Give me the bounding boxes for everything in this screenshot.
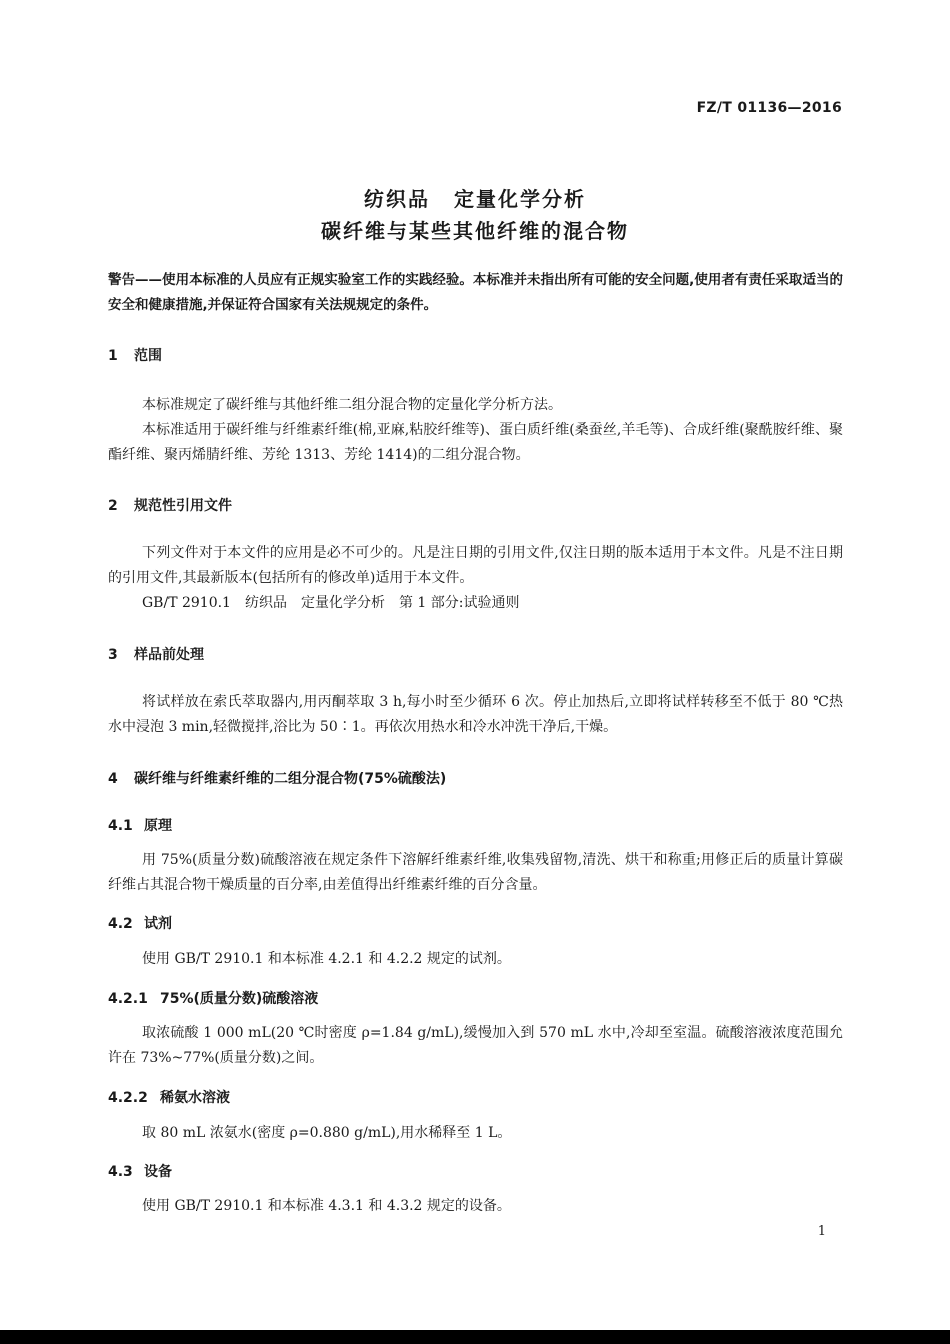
section-title: 原理: [144, 818, 172, 834]
section-4-2-1-heading: [108, 988, 318, 1008]
bottom-border-bar: [0, 1330, 950, 1344]
section-number: 2: [108, 498, 118, 514]
section-4-2-paragraph: 使用 GB/T 2910.1 和本标准 4.2.1 和 4.2.2 规定的试剂。: [142, 951, 511, 967]
warning-paragraph: 警告——使用本标准的人员应有正规实验室工作的实践经验。本标准并未指出所有可能的安全问题,使用者有责任采取适当的安全和健康措施,并保证符合国家有关法规规定的条件。: [108, 272, 843, 313]
section-1-paragraph-1: 本标准规定了碳纤维与其他纤维二组分混合物的定量化学分析方法。: [142, 397, 562, 413]
section-number: 3: [108, 647, 118, 663]
section-4-3-heading: [108, 1161, 172, 1181]
section-number: 4.2.2: [108, 1090, 148, 1106]
section-1-paragraph-2: 本标准适用于碳纤维与纤维素纤维(棉,亚麻,粘胶纤维等)、蛋白质纤维(桑蚕丝,羊毛等)、合成纤维(聚酰胺纤维、聚酯纤维、聚丙烯腈纤维、芳纶 1313、芳纶 1414)的二组分混合物。: [108, 422, 843, 463]
section-title: 试剂: [144, 916, 172, 932]
section-4-3-paragraph: 使用 GB/T 2910.1 和本标准 4.3.1 和 4.3.2 规定的设备。: [142, 1198, 511, 1214]
section-title: 稀氨水溶液: [160, 1090, 230, 1106]
section-title: 设备: [144, 1164, 172, 1180]
document-title-line1: [0, 183, 950, 212]
section-2-heading: [108, 495, 232, 515]
section-3-heading: [108, 644, 204, 664]
section-number: 4.1: [108, 818, 133, 834]
standard-code: FZ/T 01136—2016: [696, 100, 842, 116]
section-title: 碳纤维与纤维素纤维的二组分混合物(75%硫酸法): [134, 771, 447, 787]
page-number: 1: [817, 1224, 826, 1239]
section-4-heading: [108, 768, 446, 788]
title-part-textiles: 纺织品: [364, 187, 430, 211]
section-2-reference: GB/T 2910.1 纺织品 定量化学分析 第 1 部分:试验通则: [142, 595, 520, 611]
section-4-2-1-paragraph: 取浓硫酸 1 000 mL(20 ℃时密度 ρ=1.84 g/mL),缓慢加入到 570 mL 水中,冷却至室温。硫酸溶液浓度范围允许在 73%~77%(质量分数)之间。: [108, 1025, 843, 1066]
section-title: 范围: [134, 348, 162, 364]
section-4-1-heading: [108, 815, 172, 835]
section-4-1-paragraph: 用 75%(质量分数)硫酸溶液在规定条件下溶解纤维素纤维,收集残留物,清洗、烘干和称重;用修正后的质量计算碳纤维占其混合物干燥质量的百分率,由差值得出纤维素纤维的百分含量。: [108, 852, 843, 893]
section-title: 75%(质量分数)硫酸溶液: [160, 991, 319, 1007]
section-title: 样品前处理: [134, 647, 204, 663]
title-part-quantitative-analysis: 定量化学分析: [454, 187, 586, 211]
section-number: 4.2: [108, 916, 133, 932]
section-number: 1: [108, 348, 118, 364]
section-4-2-2-heading: [108, 1087, 230, 1107]
section-number: 4.2.1: [108, 991, 148, 1007]
section-4-2-heading: [108, 913, 172, 933]
section-2-paragraph-1: 下列文件对于本文件的应用是必不可少的。凡是注日期的引用文件,仅注日期的版本适用于本文件。凡是不注日期的引用文件,其最新版本(包括所有的修改单)适用于本文件。: [108, 545, 843, 586]
section-title: 规范性引用文件: [134, 498, 232, 514]
section-number: 4: [108, 771, 118, 787]
section-number: 4.3: [108, 1164, 133, 1180]
section-3-paragraph-1: 将试样放在索氏萃取器内,用丙酮萃取 3 h,每小时至少循环 6 次。停止加热后,立即将试样转移至不低于 80 ℃热水中浸泡 3 min,轻微搅拌,浴比为 50∶1。再依次用热水和冷水冲洗干净后,干燥。: [108, 694, 843, 735]
section-4-2-2-paragraph: 取 80 mL 浓氨水(密度 ρ=0.880 g/mL),用水稀释至 1 L。: [142, 1125, 512, 1141]
document-title-line2: 碳纤维与某些其他纤维的混合物: [321, 219, 629, 243]
section-1-heading: [108, 345, 162, 365]
